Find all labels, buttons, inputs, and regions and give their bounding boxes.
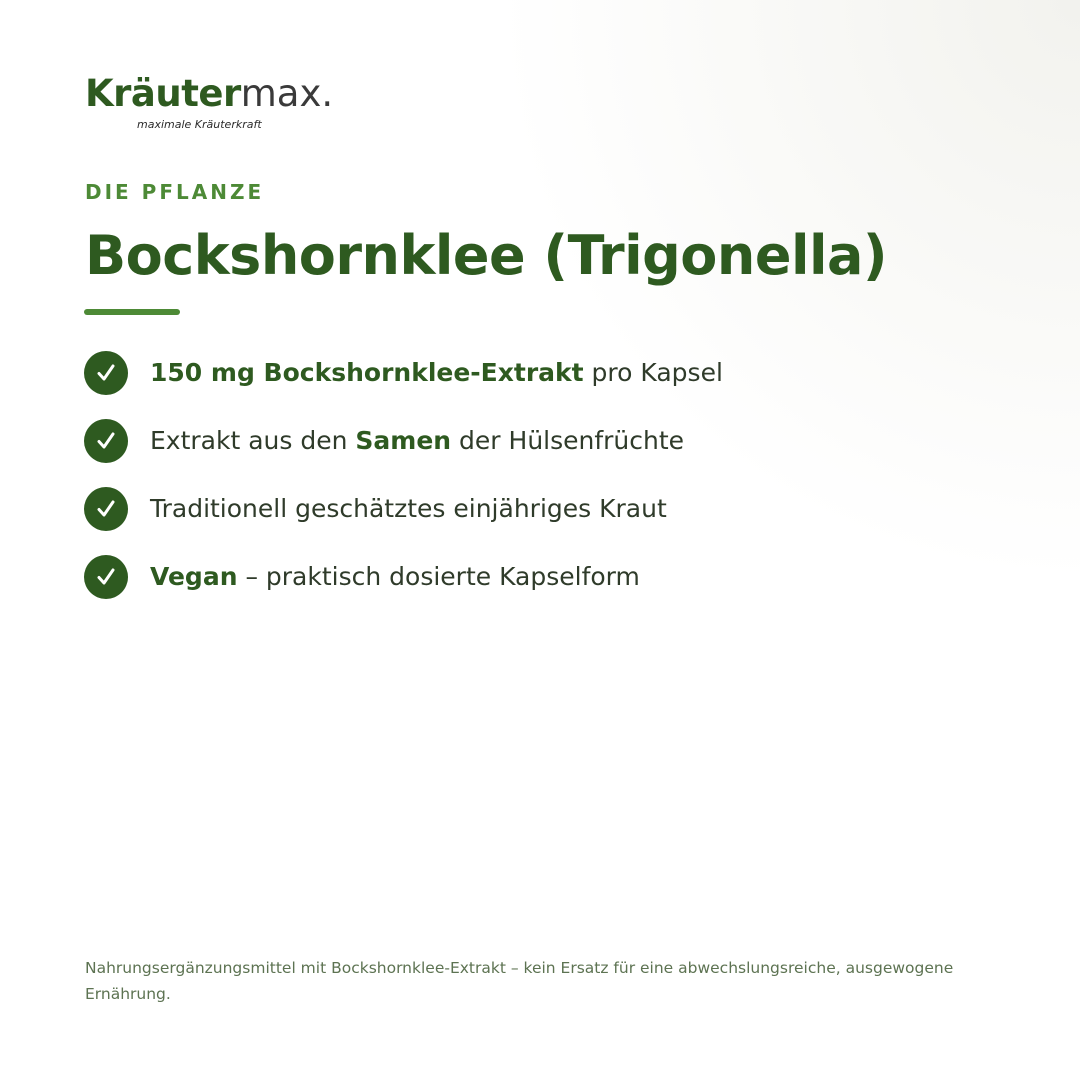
brand-wordmark bbox=[85, 72, 333, 116]
brand-logo bbox=[85, 72, 345, 136]
feature-text bbox=[150, 561, 640, 593]
feature-item bbox=[84, 487, 984, 531]
feature-item bbox=[84, 419, 984, 463]
check-circle-icon bbox=[84, 555, 128, 599]
feature-highlight: Vegan bbox=[150, 562, 238, 591]
feature-text-rest: pro Kapsel bbox=[583, 358, 723, 387]
feature-text-rest: – praktisch dosierte Kapselform bbox=[237, 562, 640, 591]
feature-highlight: Samen bbox=[355, 426, 452, 455]
feature-list bbox=[84, 351, 984, 623]
title-underline bbox=[84, 309, 180, 315]
section-kicker: DIE PFLANZE bbox=[85, 180, 265, 204]
brand-name-light: max. bbox=[240, 72, 334, 115]
feature-item bbox=[84, 351, 984, 395]
legal-disclaimer: Nahrungsergänzungsmittel mit Bockshornklee-Extrakt – kein Ersatz für eine abwechslungsreiche, ausgewogene Ernährung. bbox=[85, 959, 954, 1003]
feature-text: Traditionell geschätztes einjähriges Kraut bbox=[150, 494, 667, 523]
feature-item bbox=[84, 555, 984, 599]
feature-text-rest: der Hülsenfrüchte bbox=[451, 426, 685, 455]
feature-text-lead: Extrakt aus den bbox=[150, 426, 356, 455]
feature-text bbox=[150, 357, 723, 389]
feature-text bbox=[150, 425, 684, 457]
check-circle-icon bbox=[84, 487, 128, 531]
page-title: Bockshornklee (Trigonella) bbox=[85, 224, 888, 287]
brand-tagline: maximale Kräuterkraft bbox=[137, 118, 262, 131]
brand-name-bold: Kräuter bbox=[85, 72, 241, 115]
check-circle-icon bbox=[84, 351, 128, 395]
check-circle-icon bbox=[84, 419, 128, 463]
feature-highlight: 150 mg Bockshornklee-Extrakt bbox=[150, 358, 584, 387]
